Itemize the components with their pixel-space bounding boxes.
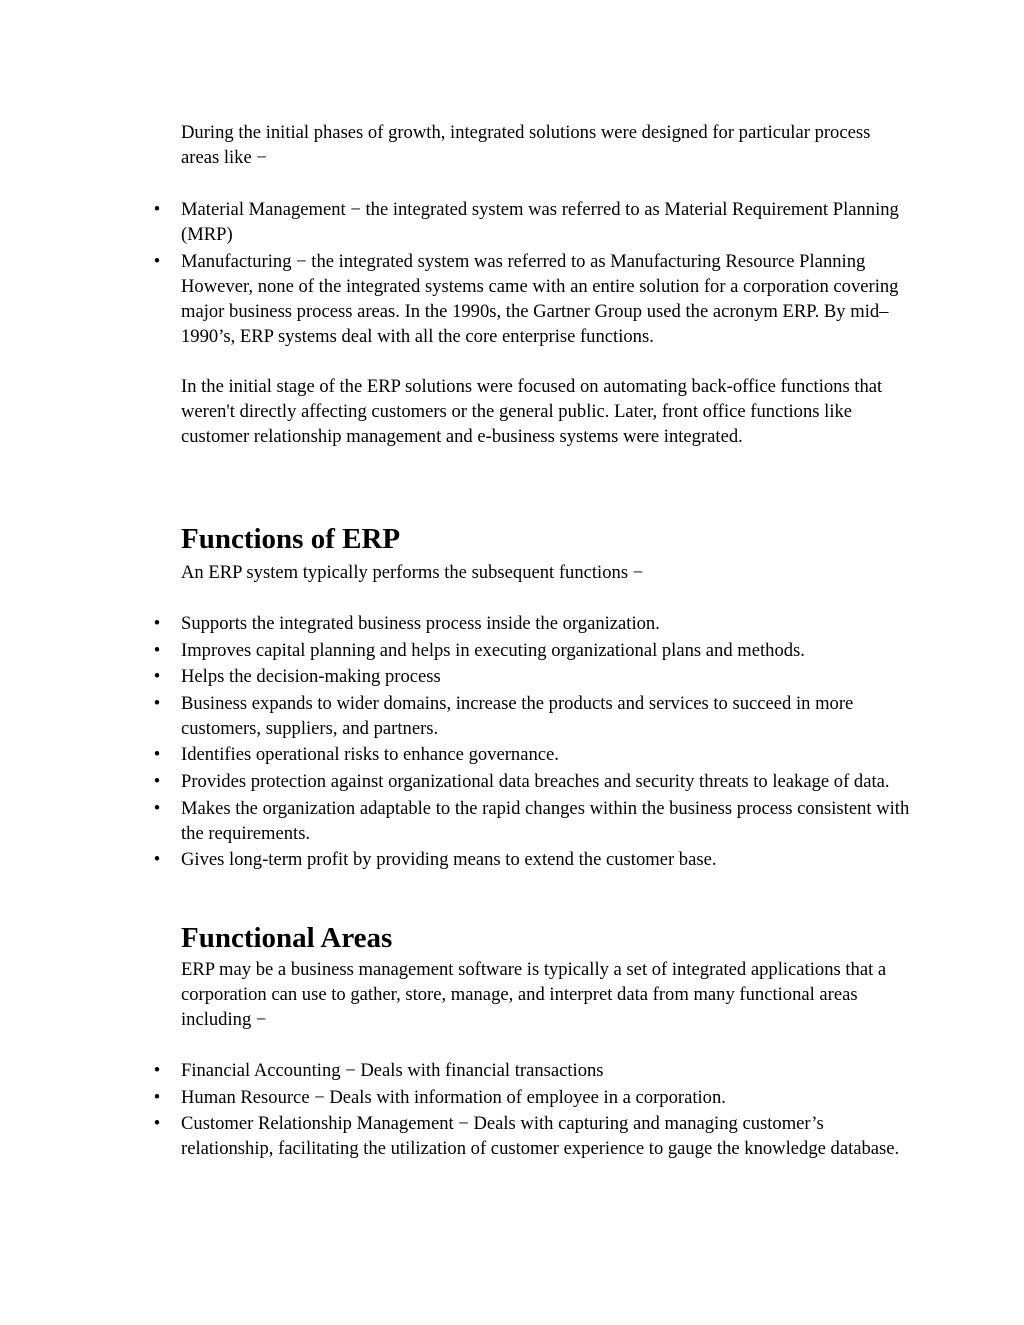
list-item-continuation: However, none of the integrated systems came with an entire solution for a corporation covering major business process areas. In the 1990s, the Gartner Group used the acronym ERP. By mid–1990’s, ERP systems deal with all the core enterprise functions.	[181, 275, 899, 347]
bullet-icon: •	[153, 639, 161, 661]
list-item	[0, 638, 911, 663]
list-item-text: Helps the decision-making process	[181, 666, 441, 688]
bullet-icon: •	[153, 666, 161, 688]
intro-paragraph: During the initial phases of growth, integrated solutions were designed for particular process areas like −	[181, 122, 871, 168]
process-areas-list	[0, 197, 1024, 450]
bullet-icon: •	[153, 1113, 161, 1135]
bullet-icon: •	[153, 613, 161, 634]
bullet-icon: •	[153, 250, 161, 272]
list-item	[0, 249, 911, 449]
functions-list	[0, 611, 1024, 874]
list-item	[0, 691, 911, 741]
list-item-text: Customer Relationship Management − Deals with capturing and managing customer’s relationship, facilitating the utilization of customer experience to gauge the knowledge database.	[181, 1113, 900, 1160]
functional-areas-intro-paragraph: ERP may be a business management software is typically a set of integrated applications that a corporation can use to gather, store, manage, and interpret data from many functional areas including −	[181, 959, 887, 1030]
list-item-text: Material Management − the integrated system was referred to as Material Requirement Planning (MRP)	[181, 199, 899, 245]
list-item-text: Supports the integrated business process inside the organization.	[181, 613, 660, 634]
list-item	[0, 664, 911, 689]
section-heading-functions: Functions of ERP	[181, 523, 401, 555]
list-item	[0, 847, 911, 872]
section-heading-functional-areas: Functional Areas	[181, 922, 393, 954]
list-item	[0, 769, 911, 794]
bullet-icon: •	[153, 199, 161, 220]
bullet-icon: •	[153, 849, 161, 871]
bullet-icon: •	[153, 1060, 161, 1081]
list-item	[0, 1085, 911, 1110]
list-item	[0, 197, 911, 247]
erp-history-paragraph: In the initial stage of the ERP solutions were focused on automating back-office functions that weren't directly affecting customers or the general public. Later, front office functions like customer relationship management and e-business systems were integrated.	[181, 375, 883, 447]
list-item	[0, 1058, 911, 1083]
list-item-text: Human Resource − Deals with information of employee in a corporation.	[181, 1086, 726, 1108]
functional-areas-list	[0, 1058, 1024, 1163]
bullet-icon: •	[153, 770, 161, 792]
list-item-text: Provides protection against organizational data breaches and security threats to leakage of data.	[181, 770, 890, 792]
list-item	[0, 742, 911, 767]
list-item	[0, 796, 911, 846]
list-item-text: Improves capital planning and helps in executing organizational plans and methods.	[181, 639, 805, 661]
list-item-text: Makes the organization adaptable to the rapid changes within the business process consistent with the requirements.	[181, 797, 910, 844]
list-item	[0, 1111, 911, 1161]
bullet-icon: •	[153, 692, 161, 714]
bullet-icon: •	[153, 797, 161, 819]
bullet-icon: •	[153, 1086, 161, 1108]
list-item	[0, 611, 911, 636]
list-item-text: Financial Accounting − Deals with financial transactions	[181, 1060, 604, 1081]
list-item-text: Gives long-term profit by providing means to extend the customer base.	[181, 849, 717, 871]
list-item-text: Identifies operational risks to enhance governance.	[181, 744, 559, 766]
functions-intro-paragraph: An ERP system typically performs the subsequent functions −	[181, 562, 644, 583]
list-item-text: Manufacturing − the integrated system was referred to as Manufacturing Resource Planning	[181, 250, 866, 272]
bullet-icon: •	[153, 744, 161, 766]
list-item-text: Business expands to wider domains, increase the products and services to succeed in more customers, suppliers, and partners.	[181, 692, 854, 739]
